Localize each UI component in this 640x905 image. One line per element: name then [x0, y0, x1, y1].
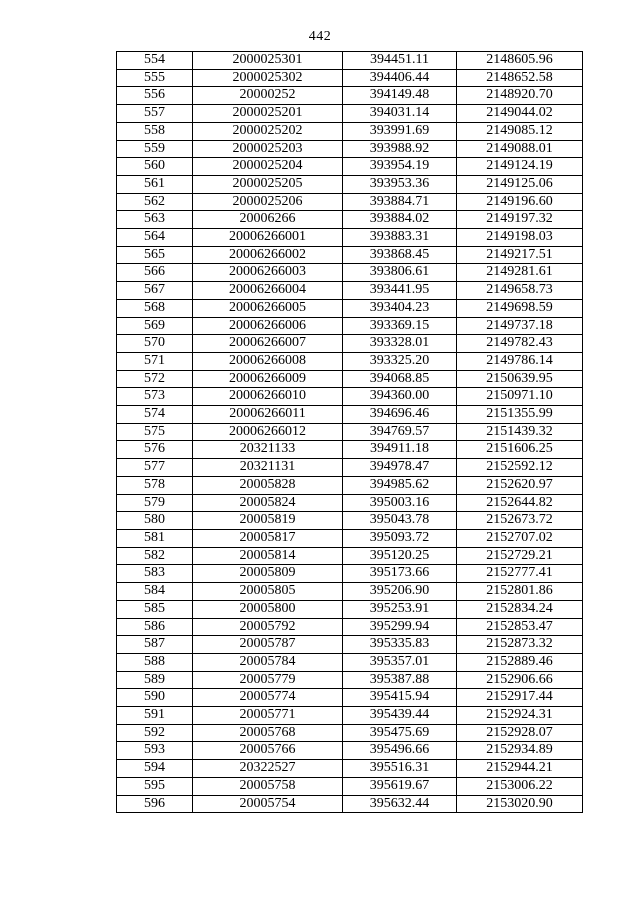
y-coordinate-cell: 2149124.19: [457, 158, 583, 176]
x-coordinate-cell: 395335.83: [343, 636, 457, 654]
table-row: [117, 618, 583, 636]
point-id-cell: 2000025206: [193, 193, 343, 211]
y-coordinate-cell: 2149125.06: [457, 175, 583, 193]
row-number-cell: 591: [117, 707, 193, 725]
y-coordinate-cell: 2152644.82: [457, 494, 583, 512]
point-id-cell: 2000025302: [193, 69, 343, 87]
x-coordinate-cell: 393328.01: [343, 335, 457, 353]
table-row: [117, 282, 583, 300]
x-coordinate-cell: 394406.44: [343, 69, 457, 87]
row-number-cell: 571: [117, 352, 193, 370]
point-id-cell: 20005771: [193, 707, 343, 725]
point-id-cell: 20005800: [193, 600, 343, 618]
table-row: [117, 760, 583, 778]
y-coordinate-cell: 2149782.43: [457, 335, 583, 353]
row-number-cell: 569: [117, 317, 193, 335]
point-id-cell: 2000025204: [193, 158, 343, 176]
point-id-cell: 20005792: [193, 618, 343, 636]
y-coordinate-cell: 2149196.60: [457, 193, 583, 211]
x-coordinate-cell: 393868.45: [343, 246, 457, 264]
x-coordinate-cell: 395043.78: [343, 512, 457, 530]
y-coordinate-cell: 2149698.59: [457, 299, 583, 317]
point-id-cell: 20006266008: [193, 352, 343, 370]
x-coordinate-cell: 395206.90: [343, 583, 457, 601]
y-coordinate-cell: 2149281.61: [457, 264, 583, 282]
x-coordinate-cell: 393884.71: [343, 193, 457, 211]
row-number-cell: 564: [117, 229, 193, 247]
row-number-cell: 556: [117, 87, 193, 105]
table-row: [117, 299, 583, 317]
y-coordinate-cell: 2149088.01: [457, 140, 583, 158]
point-id-cell: 2000025202: [193, 122, 343, 140]
point-id-cell: 20006266: [193, 211, 343, 229]
point-id-cell: 20005766: [193, 742, 343, 760]
x-coordinate-cell: 393884.02: [343, 211, 457, 229]
point-id-cell: 20005758: [193, 777, 343, 795]
row-number-cell: 561: [117, 175, 193, 193]
x-coordinate-cell: 393953.36: [343, 175, 457, 193]
point-id-cell: 20006266010: [193, 388, 343, 406]
point-id-cell: 2000025203: [193, 140, 343, 158]
y-coordinate-cell: 2150639.95: [457, 370, 583, 388]
x-coordinate-cell: 393988.92: [343, 140, 457, 158]
table-row: [117, 547, 583, 565]
point-id-cell: 20005819: [193, 512, 343, 530]
x-coordinate-cell: 395253.91: [343, 600, 457, 618]
row-number-cell: 555: [117, 69, 193, 87]
x-coordinate-cell: 395173.66: [343, 565, 457, 583]
x-coordinate-cell: 393404.23: [343, 299, 457, 317]
row-number-cell: 576: [117, 441, 193, 459]
point-id-cell: 20322527: [193, 760, 343, 778]
point-id-cell: 20005784: [193, 653, 343, 671]
y-coordinate-cell: 2152906.66: [457, 671, 583, 689]
row-number-cell: 570: [117, 335, 193, 353]
x-coordinate-cell: 395003.16: [343, 494, 457, 512]
table-row: [117, 653, 583, 671]
y-coordinate-cell: 2152924.31: [457, 707, 583, 725]
y-coordinate-cell: 2152917.44: [457, 689, 583, 707]
x-coordinate-cell: 395516.31: [343, 760, 457, 778]
point-id-cell: 20005817: [193, 529, 343, 547]
point-id-cell: 20006266004: [193, 282, 343, 300]
y-coordinate-cell: 2152801.86: [457, 583, 583, 601]
x-coordinate-cell: 394149.48: [343, 87, 457, 105]
point-id-cell: 20005805: [193, 583, 343, 601]
row-number-cell: 554: [117, 52, 193, 70]
row-number-cell: 562: [117, 193, 193, 211]
y-coordinate-cell: 2152729.21: [457, 547, 583, 565]
x-coordinate-cell: 394696.46: [343, 406, 457, 424]
point-id-cell: 20005828: [193, 476, 343, 494]
table-row: [117, 512, 583, 530]
table-row: [117, 459, 583, 477]
point-id-cell: 20005824: [193, 494, 343, 512]
x-coordinate-cell: 395475.69: [343, 724, 457, 742]
row-number-cell: 568: [117, 299, 193, 317]
row-number-cell: 573: [117, 388, 193, 406]
point-id-cell: 20005814: [193, 547, 343, 565]
point-id-cell: 20006266011: [193, 406, 343, 424]
row-number-cell: 557: [117, 105, 193, 123]
row-number-cell: 585: [117, 600, 193, 618]
x-coordinate-cell: 395387.88: [343, 671, 457, 689]
table-row: [117, 689, 583, 707]
point-id-cell: 20006266006: [193, 317, 343, 335]
table-row: [117, 565, 583, 583]
point-id-cell: 20005754: [193, 795, 343, 813]
x-coordinate-cell: 393954.19: [343, 158, 457, 176]
x-coordinate-cell: 394360.00: [343, 388, 457, 406]
point-id-cell: 20006266007: [193, 335, 343, 353]
row-number-cell: 587: [117, 636, 193, 654]
y-coordinate-cell: 2149198.03: [457, 229, 583, 247]
y-coordinate-cell: 2149737.18: [457, 317, 583, 335]
x-coordinate-cell: 393883.31: [343, 229, 457, 247]
y-coordinate-cell: 2152707.02: [457, 529, 583, 547]
row-number-cell: 595: [117, 777, 193, 795]
y-coordinate-cell: 2151439.32: [457, 423, 583, 441]
y-coordinate-cell: 2152873.32: [457, 636, 583, 654]
x-coordinate-cell: 395120.25: [343, 547, 457, 565]
y-coordinate-cell: 2152620.97: [457, 476, 583, 494]
y-coordinate-cell: 2152944.21: [457, 760, 583, 778]
y-coordinate-cell: 2149658.73: [457, 282, 583, 300]
row-number-cell: 593: [117, 742, 193, 760]
point-id-cell: 20006266003: [193, 264, 343, 282]
y-coordinate-cell: 2148652.58: [457, 69, 583, 87]
point-id-cell: 20005787: [193, 636, 343, 654]
x-coordinate-cell: 394031.14: [343, 105, 457, 123]
point-id-cell: 20005809: [193, 565, 343, 583]
table-row: [117, 724, 583, 742]
y-coordinate-cell: 2152673.72: [457, 512, 583, 530]
x-coordinate-cell: 394068.85: [343, 370, 457, 388]
row-number-cell: 580: [117, 512, 193, 530]
table-row: [117, 140, 583, 158]
row-number-cell: 586: [117, 618, 193, 636]
table-row: [117, 441, 583, 459]
table-row: [117, 105, 583, 123]
table-row: [117, 175, 583, 193]
row-number-cell: 578: [117, 476, 193, 494]
y-coordinate-cell: 2152889.46: [457, 653, 583, 671]
point-id-cell: 2000025301: [193, 52, 343, 70]
table-row: [117, 52, 583, 70]
x-coordinate-cell: 393369.15: [343, 317, 457, 335]
row-number-cell: 572: [117, 370, 193, 388]
table-row: [117, 476, 583, 494]
row-number-cell: 565: [117, 246, 193, 264]
table-row: [117, 423, 583, 441]
y-coordinate-cell: 2151606.25: [457, 441, 583, 459]
y-coordinate-cell: 2149044.02: [457, 105, 583, 123]
table-row: [117, 707, 583, 725]
x-coordinate-cell: 395632.44: [343, 795, 457, 813]
table-row: [117, 494, 583, 512]
row-number-cell: 574: [117, 406, 193, 424]
table-row: [117, 122, 583, 140]
row-number-cell: 589: [117, 671, 193, 689]
table-row: [117, 229, 583, 247]
point-id-cell: 20005774: [193, 689, 343, 707]
table-row: [117, 600, 583, 618]
y-coordinate-cell: 2153006.22: [457, 777, 583, 795]
table-row: [117, 158, 583, 176]
row-number-cell: 566: [117, 264, 193, 282]
table-row: [117, 352, 583, 370]
row-number-cell: 588: [117, 653, 193, 671]
y-coordinate-cell: 2152777.41: [457, 565, 583, 583]
table-body: [117, 52, 583, 813]
y-coordinate-cell: 2149197.32: [457, 211, 583, 229]
x-coordinate-cell: 394451.11: [343, 52, 457, 70]
x-coordinate-cell: 395299.94: [343, 618, 457, 636]
table-row: [117, 87, 583, 105]
table-row: [117, 193, 583, 211]
y-coordinate-cell: 2153020.90: [457, 795, 583, 813]
row-number-cell: 590: [117, 689, 193, 707]
point-id-cell: 20000252: [193, 87, 343, 105]
table-row: [117, 529, 583, 547]
row-number-cell: 592: [117, 724, 193, 742]
table-row: [117, 335, 583, 353]
y-coordinate-cell: 2152834.24: [457, 600, 583, 618]
table-row: [117, 636, 583, 654]
x-coordinate-cell: 393441.95: [343, 282, 457, 300]
table-row: [117, 406, 583, 424]
x-coordinate-cell: 395439.44: [343, 707, 457, 725]
point-id-cell: 20005768: [193, 724, 343, 742]
row-number-cell: 583: [117, 565, 193, 583]
point-id-cell: 20321131: [193, 459, 343, 477]
y-coordinate-cell: 2152592.12: [457, 459, 583, 477]
table-row: [117, 211, 583, 229]
point-id-cell: 20321133: [193, 441, 343, 459]
y-coordinate-cell: 2149085.12: [457, 122, 583, 140]
y-coordinate-cell: 2152853.47: [457, 618, 583, 636]
table-row: [117, 370, 583, 388]
y-coordinate-cell: 2151355.99: [457, 406, 583, 424]
point-id-cell: 20006266001: [193, 229, 343, 247]
coordinates-table-container: [116, 51, 582, 813]
row-number-cell: 575: [117, 423, 193, 441]
coordinates-table: [116, 51, 583, 813]
row-number-cell: 560: [117, 158, 193, 176]
page-number: 442: [308, 29, 332, 44]
row-number-cell: 582: [117, 547, 193, 565]
x-coordinate-cell: 393325.20: [343, 352, 457, 370]
y-coordinate-cell: 2150971.10: [457, 388, 583, 406]
y-coordinate-cell: 2149786.14: [457, 352, 583, 370]
table-row: [117, 742, 583, 760]
row-number-cell: 559: [117, 140, 193, 158]
table-row: [117, 795, 583, 813]
row-number-cell: 577: [117, 459, 193, 477]
row-number-cell: 584: [117, 583, 193, 601]
table-row: [117, 777, 583, 795]
point-id-cell: 20006266009: [193, 370, 343, 388]
x-coordinate-cell: 394978.47: [343, 459, 457, 477]
row-number-cell: 558: [117, 122, 193, 140]
x-coordinate-cell: 395357.01: [343, 653, 457, 671]
point-id-cell: 20006266005: [193, 299, 343, 317]
row-number-cell: 563: [117, 211, 193, 229]
x-coordinate-cell: 395093.72: [343, 529, 457, 547]
point-id-cell: 20006266012: [193, 423, 343, 441]
x-coordinate-cell: 395619.67: [343, 777, 457, 795]
y-coordinate-cell: 2148605.96: [457, 52, 583, 70]
row-number-cell: 594: [117, 760, 193, 778]
table-row: [117, 671, 583, 689]
row-number-cell: 581: [117, 529, 193, 547]
row-number-cell: 567: [117, 282, 193, 300]
y-coordinate-cell: 2152934.89: [457, 742, 583, 760]
x-coordinate-cell: 394769.57: [343, 423, 457, 441]
table-row: [117, 388, 583, 406]
table-row: [117, 264, 583, 282]
x-coordinate-cell: 395496.66: [343, 742, 457, 760]
point-id-cell: 20005779: [193, 671, 343, 689]
x-coordinate-cell: 395415.94: [343, 689, 457, 707]
y-coordinate-cell: 2152928.07: [457, 724, 583, 742]
row-number-cell: 596: [117, 795, 193, 813]
point-id-cell: 2000025205: [193, 175, 343, 193]
point-id-cell: 20006266002: [193, 246, 343, 264]
table-row: [117, 317, 583, 335]
y-coordinate-cell: 2148920.70: [457, 87, 583, 105]
x-coordinate-cell: 394911.18: [343, 441, 457, 459]
point-id-cell: 2000025201: [193, 105, 343, 123]
x-coordinate-cell: 393991.69: [343, 122, 457, 140]
x-coordinate-cell: 393806.61: [343, 264, 457, 282]
table-row: [117, 583, 583, 601]
table-row: [117, 69, 583, 87]
x-coordinate-cell: 394985.62: [343, 476, 457, 494]
y-coordinate-cell: 2149217.51: [457, 246, 583, 264]
table-row: [117, 246, 583, 264]
row-number-cell: 579: [117, 494, 193, 512]
